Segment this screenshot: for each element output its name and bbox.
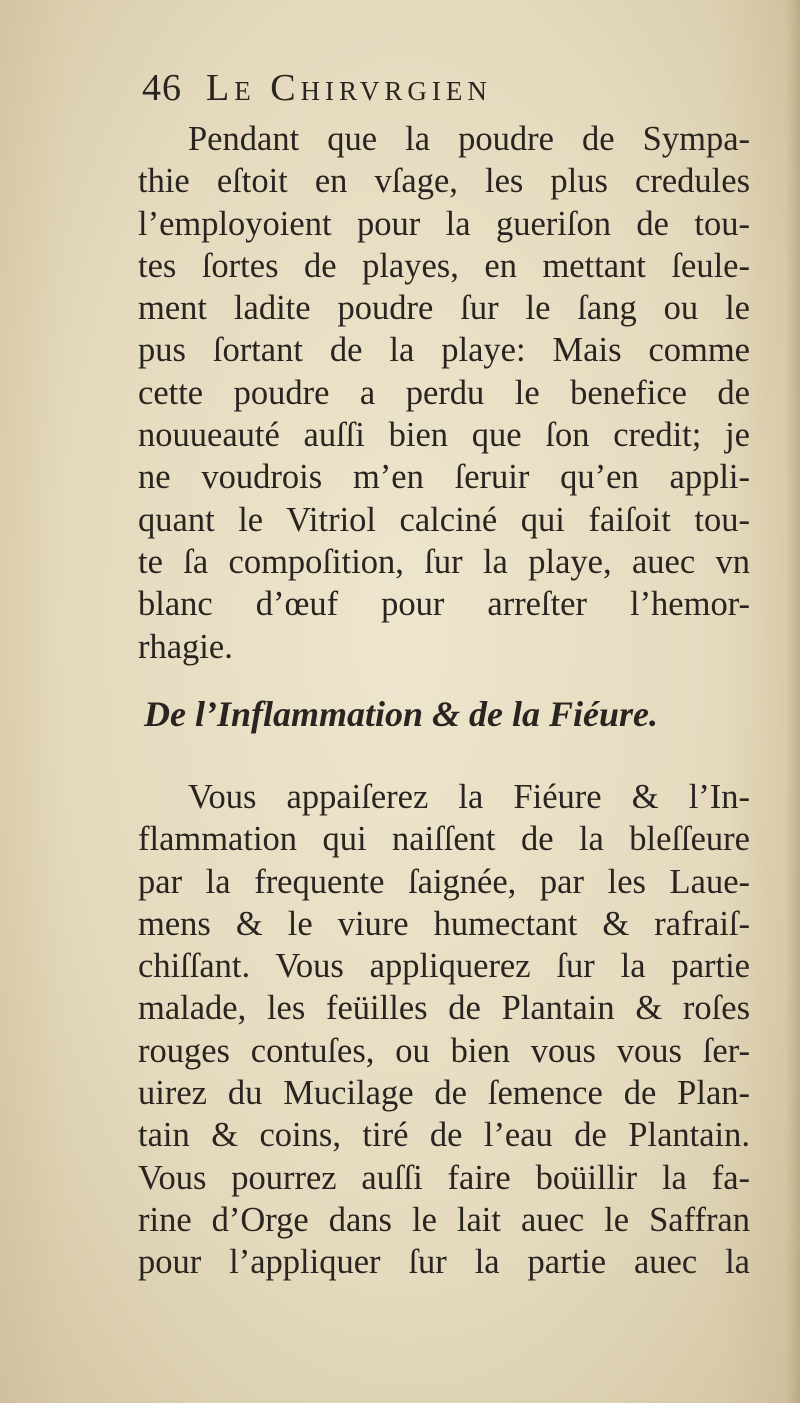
page-number: 46: [142, 67, 182, 109]
running-title: Le Chirvrgien: [206, 67, 492, 109]
text-line: chiſſant. Vous appliquerez ſur la partie: [138, 947, 750, 986]
text-line: par la frequente ſaignée, par les Laue-: [138, 862, 750, 901]
text-line: pour l’appliquer ſur la partie auec la: [138, 1243, 750, 1282]
page-edge-shadow: [786, 0, 800, 1403]
text-line: uirez du Mucilage de ſemence de Plan-: [138, 1074, 750, 1113]
text-line: thie eſtoit en vſage, les plus credules: [138, 162, 750, 201]
text-line: Vous appaiſerez la Fiéure & l’In-: [188, 778, 750, 816]
text-line: blanc d’œuf pour arreſter l’hemor-: [138, 585, 750, 624]
running-head: [142, 66, 742, 122]
text-line: ne voudrois m’en ſeruir qu’en appli-: [138, 458, 750, 497]
text-line: mens & le viure humectant & rafraiſ-: [138, 904, 750, 943]
text-line: quant le Vitriol calciné qui faiſoit tou-: [138, 500, 750, 539]
text-line: pus ſortant de la playe: Mais comme: [138, 331, 750, 370]
text-line: rhagie.: [138, 627, 233, 666]
text-line: flammation qui naiſſent de la bleſſeure: [138, 820, 750, 859]
text-line: tain & coins, tiré de l’eau de Plantain.: [138, 1116, 750, 1155]
text-line: nouueauté auſſi bien que ſon credit; je: [138, 416, 750, 455]
text-line: rouges contuſes, ou bien vous vous ſer-: [138, 1031, 750, 1070]
text-line: tes ſortes de playes, en mettant ſeule-: [138, 246, 750, 285]
section-heading: De l’Inflammation & de la Fiéure.: [144, 694, 659, 734]
text-line: te ſa compoſition, ſur la playe, auec vn: [138, 542, 750, 581]
text-line: Pendant que la poudre de Sympa-: [188, 120, 750, 158]
paragraph-fever-treatment: [138, 776, 750, 1284]
paragraph-sympathy-powder: [138, 118, 750, 668]
text-line: cette poudre a perdu le benefice de: [138, 373, 750, 412]
text-line: l’employoient pour la gueriſon de tou-: [138, 204, 750, 243]
text-line: malade, les feüilles de Plantain & roſes: [138, 989, 750, 1028]
text-line: ment ladite poudre ſur le ſang ou le: [138, 289, 750, 328]
text-line: rine d’Orge dans le lait auec le Saffran: [138, 1200, 750, 1239]
text-line: Vous pourrez auſſi faire boüillir la fa-: [138, 1158, 750, 1197]
